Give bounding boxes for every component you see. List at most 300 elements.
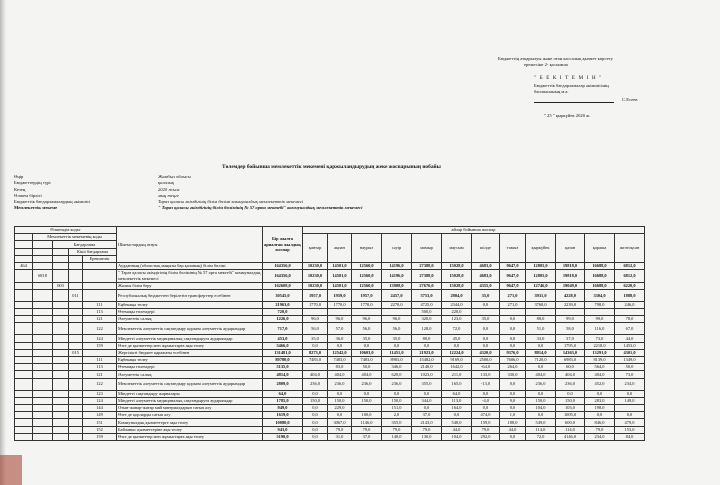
month-value-cell: 1146,0 [352,419,382,426]
month-value-cell [556,309,585,316]
month-value-cell: 404,0 [352,371,382,378]
month-value-cell: 103,0 [556,404,585,411]
month-value-cell: 14363,0 [556,349,585,356]
month-value-cell [303,364,328,371]
signer-name: С.Есеев [622,97,638,103]
month-value-cell: 0,0 [500,316,526,323]
expense-name-cell: Коммуналдық қызметтерге ақы төлеу [117,419,263,426]
code-cell: 015 [69,349,83,356]
code-cell: 464 [15,262,33,269]
month-value-cell: 164,0 [442,404,472,411]
month-value-cell: 271,0 [500,301,526,308]
month-value-cell: 8273,0 [303,349,328,356]
month-value-cell: 0,0 [500,404,526,411]
month-value-cell: 0,0 [303,390,328,397]
code-cell [15,309,33,316]
code-cell: 121 [83,316,117,323]
expense-name-cell: Жергілікті бюджет қаражаты есебінен [117,349,263,356]
month-value-cell: 0,0 [352,390,382,397]
expense-name-cell: Өзге де қорларды сатып алу [117,412,263,419]
expense-name-cell: Әлеуметтік салық [117,371,263,378]
month-value-cell: 14501,0 [328,282,352,289]
month-value-cell: 12560,0 [352,282,382,289]
month-value-cell: 0,0 [412,342,442,349]
table-row [15,323,645,335]
month-value-cell: 5753,0 [412,289,442,301]
code-cell [69,301,83,308]
annual-plan-cell: 164356,0 [263,270,303,283]
code-cell [33,282,53,289]
month-value-cell: 236,0 [328,378,352,390]
expense-name-cell: Мемлекеттік әлеуметтік сақтандыру қорына әлеуметтік аударымдар [117,323,263,335]
month-value-cell: 0,0 [526,412,556,419]
code-cell [53,378,69,390]
code-cell [33,419,53,426]
approval-reference: Бюджеттің атқарылуы және оған кассалық қызмет көрсету [498,56,613,61]
code-cell [53,301,69,308]
expense-name-cell: Байланыс қызметтеріне ақы төлеу [117,426,263,433]
expense-name-cell: Еңбекақы төлеу [117,301,263,308]
month-value-cell: 330,0 [500,371,526,378]
month-value-cell: -4,0 [472,397,500,404]
table-row [15,335,645,342]
month-value-cell: 15028,0 [442,270,472,283]
month-value-cell: 0,0 [500,433,526,440]
code-cell: 144 [83,404,117,411]
annual-plan-cell: 162608,0 [263,282,303,289]
expense-name-cell: Республикалық бюджеттен берілетін трансферттер есебінен [117,289,263,301]
code-cell [69,270,83,283]
code-cell [33,335,53,342]
month-value-cell: 0,0 [500,342,526,349]
month-value-cell: 60,0 [556,364,585,371]
month-value-cell: 404,0 [556,371,585,378]
meta-value: 2020 жылғ [158,186,180,192]
month-value-cell: 2140,0 [412,364,442,371]
approval-position: басшысының м.а. [534,88,569,94]
month-value-cell: 4725,0 [412,301,442,308]
month-value-cell: 80,0 [412,335,442,342]
month-value-cell: 14501,0 [328,270,352,283]
month-value-cell: 564,0 [585,364,615,371]
month-value-cell: 7483,0 [328,357,352,364]
expense-name-cell: Өзге де қызметтер мен жұмыстарға ақы төлеу [117,342,263,349]
month-value-cell: 7606,0 [500,357,526,364]
month-value-cell: 73,0 [615,371,645,378]
month-value-cell: 2804,0 [442,289,472,301]
code-cell: 159 [83,342,117,349]
code-cell [33,262,53,269]
header-month: қантар [303,234,328,263]
code-cell [69,433,83,440]
month-value-cell: 1888,0 [615,289,645,301]
month-value-cell: 549,0 [526,419,556,426]
month-value-cell: 271,0 [500,289,526,301]
month-value-cell: 548,0 [442,419,472,426]
month-value-cell: 149,0 [615,397,645,404]
month-value-cell: 479,0 [615,419,645,426]
code-cell [15,357,33,364]
signature-line [534,97,698,103]
expense-name-cell: Аудданның (облыстық маңызы бар қаланың) білім бөлімі [117,262,263,269]
month-value-cell: 96,0 [352,316,382,323]
month-value-cell: 56,0 [382,323,412,335]
annual-plan-cell: 1619,0 [263,412,303,419]
month-value-cell: 0,0 [328,412,352,419]
month-value-cell: 96,0 [303,316,328,323]
month-value-cell: 151,0 [382,404,412,411]
month-value-cell: 0,0 [303,426,328,433]
code-cell [15,301,33,308]
code-cell [69,412,83,419]
month-value-cell: 0,0 [472,404,500,411]
table-row [15,289,645,301]
month-value-cell: 264,0 [500,364,526,371]
month-value-cell: 3931,0 [526,289,556,301]
meta-value: мың теңге [158,192,179,198]
month-value-cell: 37,0 [556,335,585,342]
month-value-cell: 4683,0 [472,270,500,283]
month-value-cell: 79,0 [328,426,352,433]
expense-name-cell: Өтемақы төлемдері [117,364,263,371]
month-value-cell: 346,0 [382,364,412,371]
month-value-cell: 37,0 [412,412,442,419]
table-row [15,404,645,411]
code-cell [33,371,53,378]
month-value-cell: 35,0 [472,289,500,301]
scan-corner-artifact [0,455,22,485]
month-value-cell: 474,0 [472,412,500,419]
month-value-cell: 9647,0 [500,282,526,289]
month-value-cell: 229,0 [328,404,352,411]
expense-name-cell: Мемлекеттік әлеуметтік сақтандыру қорына әлеуметтік аударымдар [117,378,263,390]
month-value-cell: 15482,0 [412,357,442,364]
month-value-cell: 12560,0 [352,262,382,269]
code-cell [53,412,69,419]
month-value-cell: 0,0 [472,323,500,335]
month-value-cell: 0,0 [526,364,556,371]
code-cell: 011 [69,289,83,301]
month-value-cell: 10230,0 [303,262,328,269]
code-cell: 111 [83,357,117,364]
month-value-cell [303,309,328,316]
code-cell: 121 [83,371,117,378]
month-value-cell: 19818,0 [556,262,585,269]
month-value-cell: 236,0 [303,378,328,390]
code-cell [33,309,53,316]
month-value-cell: 0,0 [500,335,526,342]
annual-plan-cell: 5135,0 [263,364,303,371]
month-value-cell: 96,0 [328,316,352,323]
annual-plan-cell: 720,0 [263,309,303,316]
financing-plan-table [14,226,645,441]
month-value-cell: 11451,0 [382,349,412,356]
code-cell [15,426,33,433]
annual-plan-cell: 943,0 [263,426,303,433]
month-value-cell: 188,0 [500,419,526,426]
month-value-cell: 104,0 [526,404,556,411]
month-value-cell: 99,0 [556,316,585,323]
month-value-cell [352,309,382,316]
meta-key: Кезең [14,186,26,192]
expense-name-cell: Әлеуметтік салық [117,316,263,323]
code-cell [15,433,33,440]
month-value-cell [500,309,526,316]
code-cell [15,282,33,289]
month-value-cell: 0,0 [585,412,615,419]
code-cell [69,419,83,426]
month-value-cell: 9169,0 [442,357,472,364]
code-cell [15,342,33,349]
month-value-cell: 0,0 [472,390,500,397]
code-cell [53,371,69,378]
month-value-cell: 50,0 [615,364,645,371]
month-value-cell: 100,0 [352,412,382,419]
code-cell [15,316,33,323]
month-value-cell: 198,0 [585,404,615,411]
month-value-cell: 13291,0 [585,349,615,356]
month-value-cell: 27388,0 [412,262,442,269]
code-cell [53,419,69,426]
code-cell [53,357,69,364]
month-value-cell: 159,0 [472,419,500,426]
month-value-cell [352,404,382,411]
month-value-cell: 83,0 [328,364,352,371]
month-value-cell: 798,0 [585,301,615,308]
month-value-cell: 140,0 [382,433,412,440]
code-cell [53,289,69,301]
month-value-cell: 153,0 [615,426,645,433]
month-value-cell: 21923,0 [412,349,442,356]
table-row [15,364,645,371]
expense-name-cell: " Тараз қаласы әкімдігінің білім бөлімінің № 57 орта мектебі" коммуналдық мемлекеттік мекемесі [118,270,261,281]
code-cell [33,323,53,335]
month-value-cell: 0,0 [500,390,526,397]
month-value-cell: 1453,0 [615,342,645,349]
month-value-cell: 6220,0 [615,282,645,289]
month-value-cell: 234,0 [615,378,645,390]
month-value-cell: 19049,0 [556,282,585,289]
month-value-cell: 0,0 [526,342,556,349]
month-value-cell: 0,0 [526,390,556,397]
header-annual-plan: Бір жылға арналған жылдық жоспар [263,227,303,263]
table-row [15,397,645,404]
month-value-cell: 2218,0 [585,342,615,349]
code-cell: 003 [53,282,69,289]
table-row [15,419,645,426]
annual-plan-cell: 10080,0 [263,419,303,426]
month-value-cell: 0,0 [328,342,352,349]
meta-key: Өлшем бірлігі [14,192,42,198]
annual-plan-cell: 89780,0 [263,357,303,364]
month-value-cell: 1770,0 [303,301,328,308]
code-cell [69,371,83,378]
month-value-cell: 114,0 [556,426,585,433]
meta-key: Бюджеттердің түрі [14,180,51,186]
meta-row [14,205,362,211]
month-value-cell: 56,0 [303,323,328,335]
code-cell [53,349,69,356]
table-row [15,301,645,308]
month-value-cell: 234,0 [585,433,615,440]
approval-appendix: ережесіне 2- қосымша [524,62,568,68]
annual-plan-cell: 131481,0 [263,349,303,356]
approval-stamp: " Б Е К І Т Е М І Н " [534,76,603,82]
table-row [15,433,645,440]
code-cell [53,323,69,335]
code-cell [33,289,53,301]
month-value-cell: 27676,0 [412,282,442,289]
meta-value: " Тараз қаласы әкімдігінің білім бөлімінің № 57 орта мектебі" коммуналдық мемлекеттік мекемесі [158,205,363,211]
annual-plan-cell: 1226,0 [263,316,303,323]
month-value-cell: 16688,0 [585,282,615,289]
code-cell: 149 [83,412,117,419]
month-value-cell: 846,0 [585,419,615,426]
header-code-hierarchy-1: Мемлекеттік мекеменің коды [33,234,117,241]
month-value-cell: 12542,0 [328,349,352,356]
expense-name-cell: Міндетті сақтандыру жарналары [117,390,263,397]
month-value-cell: 452,0 [585,378,615,390]
table-row [15,357,645,364]
month-value-cell: 4301,0 [615,349,645,356]
code-cell [53,316,69,323]
code-cell [69,323,83,335]
code-cell [69,342,83,349]
expense-name-cell: Міндетті әлеуметтік медициналық сақтандыруға аударымдар [117,397,263,404]
month-value-cell: 0,0 [352,342,382,349]
month-value-cell: 31,0 [328,433,352,440]
month-value-cell: 150,0 [303,397,328,404]
month-value-cell: 150,0 [526,397,556,404]
meta-key: Бюджеттік бағдарламалардың әкімшісі [14,199,91,205]
scan-edge-shadow [0,0,6,485]
annual-plan-cell: 21963,0 [263,301,303,308]
month-value-cell: 104,0 [442,433,472,440]
month-value-cell: 7120,0 [526,357,556,364]
code-cell: 113 [83,364,117,371]
month-value-cell: 0,0 [585,390,615,397]
code-cell [69,404,83,411]
code-cell: 6818 [33,270,53,283]
month-value-cell: 84,0 [615,433,645,440]
code-cell [53,397,69,404]
code-cell [53,390,69,397]
annual-plan-cell: 164356,0 [263,262,303,269]
code-cell: 159 [83,433,117,440]
code-cell [33,378,53,390]
code-cell [53,309,69,316]
table-row [15,316,645,323]
month-value-cell: 0,0 [442,342,472,349]
month-value-cell: 344,0 [412,397,442,404]
month-value-cell: 246,0 [615,301,645,308]
header-months-group: айлар бойынша жоспар [303,227,645,234]
month-value-cell: 67,0 [615,323,645,335]
table-row [15,282,645,289]
meta-key: Өңір [14,174,24,179]
month-value-cell: 404,0 [585,371,615,378]
code-cell [83,349,117,356]
code-cell [33,433,53,440]
month-value-cell: 35,0 [382,335,412,342]
code-cell [15,390,33,397]
code-cell [69,282,83,289]
month-value-cell: 0,0 [472,342,500,349]
month-value-cell: 1959,0 [328,289,352,301]
month-value-cell: 99,0 [585,316,615,323]
month-value-cell: 57,0 [328,323,352,335]
code-cell: 152 [83,426,117,433]
code-cell: 124 [83,397,117,404]
header-expense-name: Шығыстардың атауы [117,227,263,263]
approval-block [498,56,698,119]
month-value-cell: 56,0 [352,323,382,335]
month-value-cell: 27388,0 [412,270,442,283]
header-code-hierarchy-4: Ерекшелік [83,255,117,262]
month-value-cell: 236,0 [382,378,412,390]
month-value-cell: 0,0 [472,335,500,342]
table-row [15,378,645,390]
annual-plan-cell: 5466,0 [263,342,303,349]
month-value-cell: 0,0 [382,390,412,397]
code-cell [15,349,33,356]
month-value-cell: 3304,0 [585,289,615,301]
month-value-cell: 123,0 [442,316,472,323]
month-value-cell: 4146,0 [556,433,585,440]
month-value-cell: 12560,0 [352,270,382,283]
month-value-cell: 2344,0 [442,301,472,308]
month-value-cell: 0,0 [615,390,645,397]
month-value-cell: 0,0 [615,412,645,419]
month-value-cell: 1023,0 [412,371,442,378]
header-code-hierarchy-3: Кіші бағдарлама [69,248,117,255]
month-value-cell: 0,0 [303,342,328,349]
month-value-cell: 2457,0 [382,289,412,301]
expense-name-cell: Еңбекақы төлеу [117,357,263,364]
code-cell [69,316,83,323]
header-month: тамыз [500,234,526,263]
month-value-cell: 1795,0 [556,342,585,349]
code-cell [15,378,33,390]
month-value-cell: 2143,0 [412,419,442,426]
code-cell [69,378,83,390]
table-row [15,426,645,433]
month-value-cell: 0,0 [500,323,526,335]
month-value-cell: 355,0 [382,419,412,426]
code-cell [53,364,69,371]
expense-name-cell: Отын-жанар-жағар май материалдарын сатып алу [117,404,263,411]
expense-name-cell: Жалпы білім беру [117,282,263,289]
table-row [15,349,645,356]
month-value-cell: 292,0 [472,433,500,440]
month-value-cell: 15028,0 [442,282,472,289]
table-row [15,371,645,378]
code-cell [33,349,53,356]
header-code-hierarchy-2: Бағдарлама [53,241,117,248]
month-value-cell: 4228,0 [556,289,585,301]
month-value-cell: 14196,0 [382,262,412,269]
document-metadata [14,174,362,212]
month-value-cell: 10230,0 [303,270,328,283]
month-value-cell: 16688,0 [585,262,615,269]
month-value-cell: 620,0 [382,371,412,378]
header-month: наурыз [352,234,382,263]
month-value-cell: 404,0 [303,371,328,378]
code-cell [33,390,53,397]
code-cell [15,335,33,342]
code-cell [69,309,83,316]
month-value-cell: 9647,0 [500,262,526,269]
